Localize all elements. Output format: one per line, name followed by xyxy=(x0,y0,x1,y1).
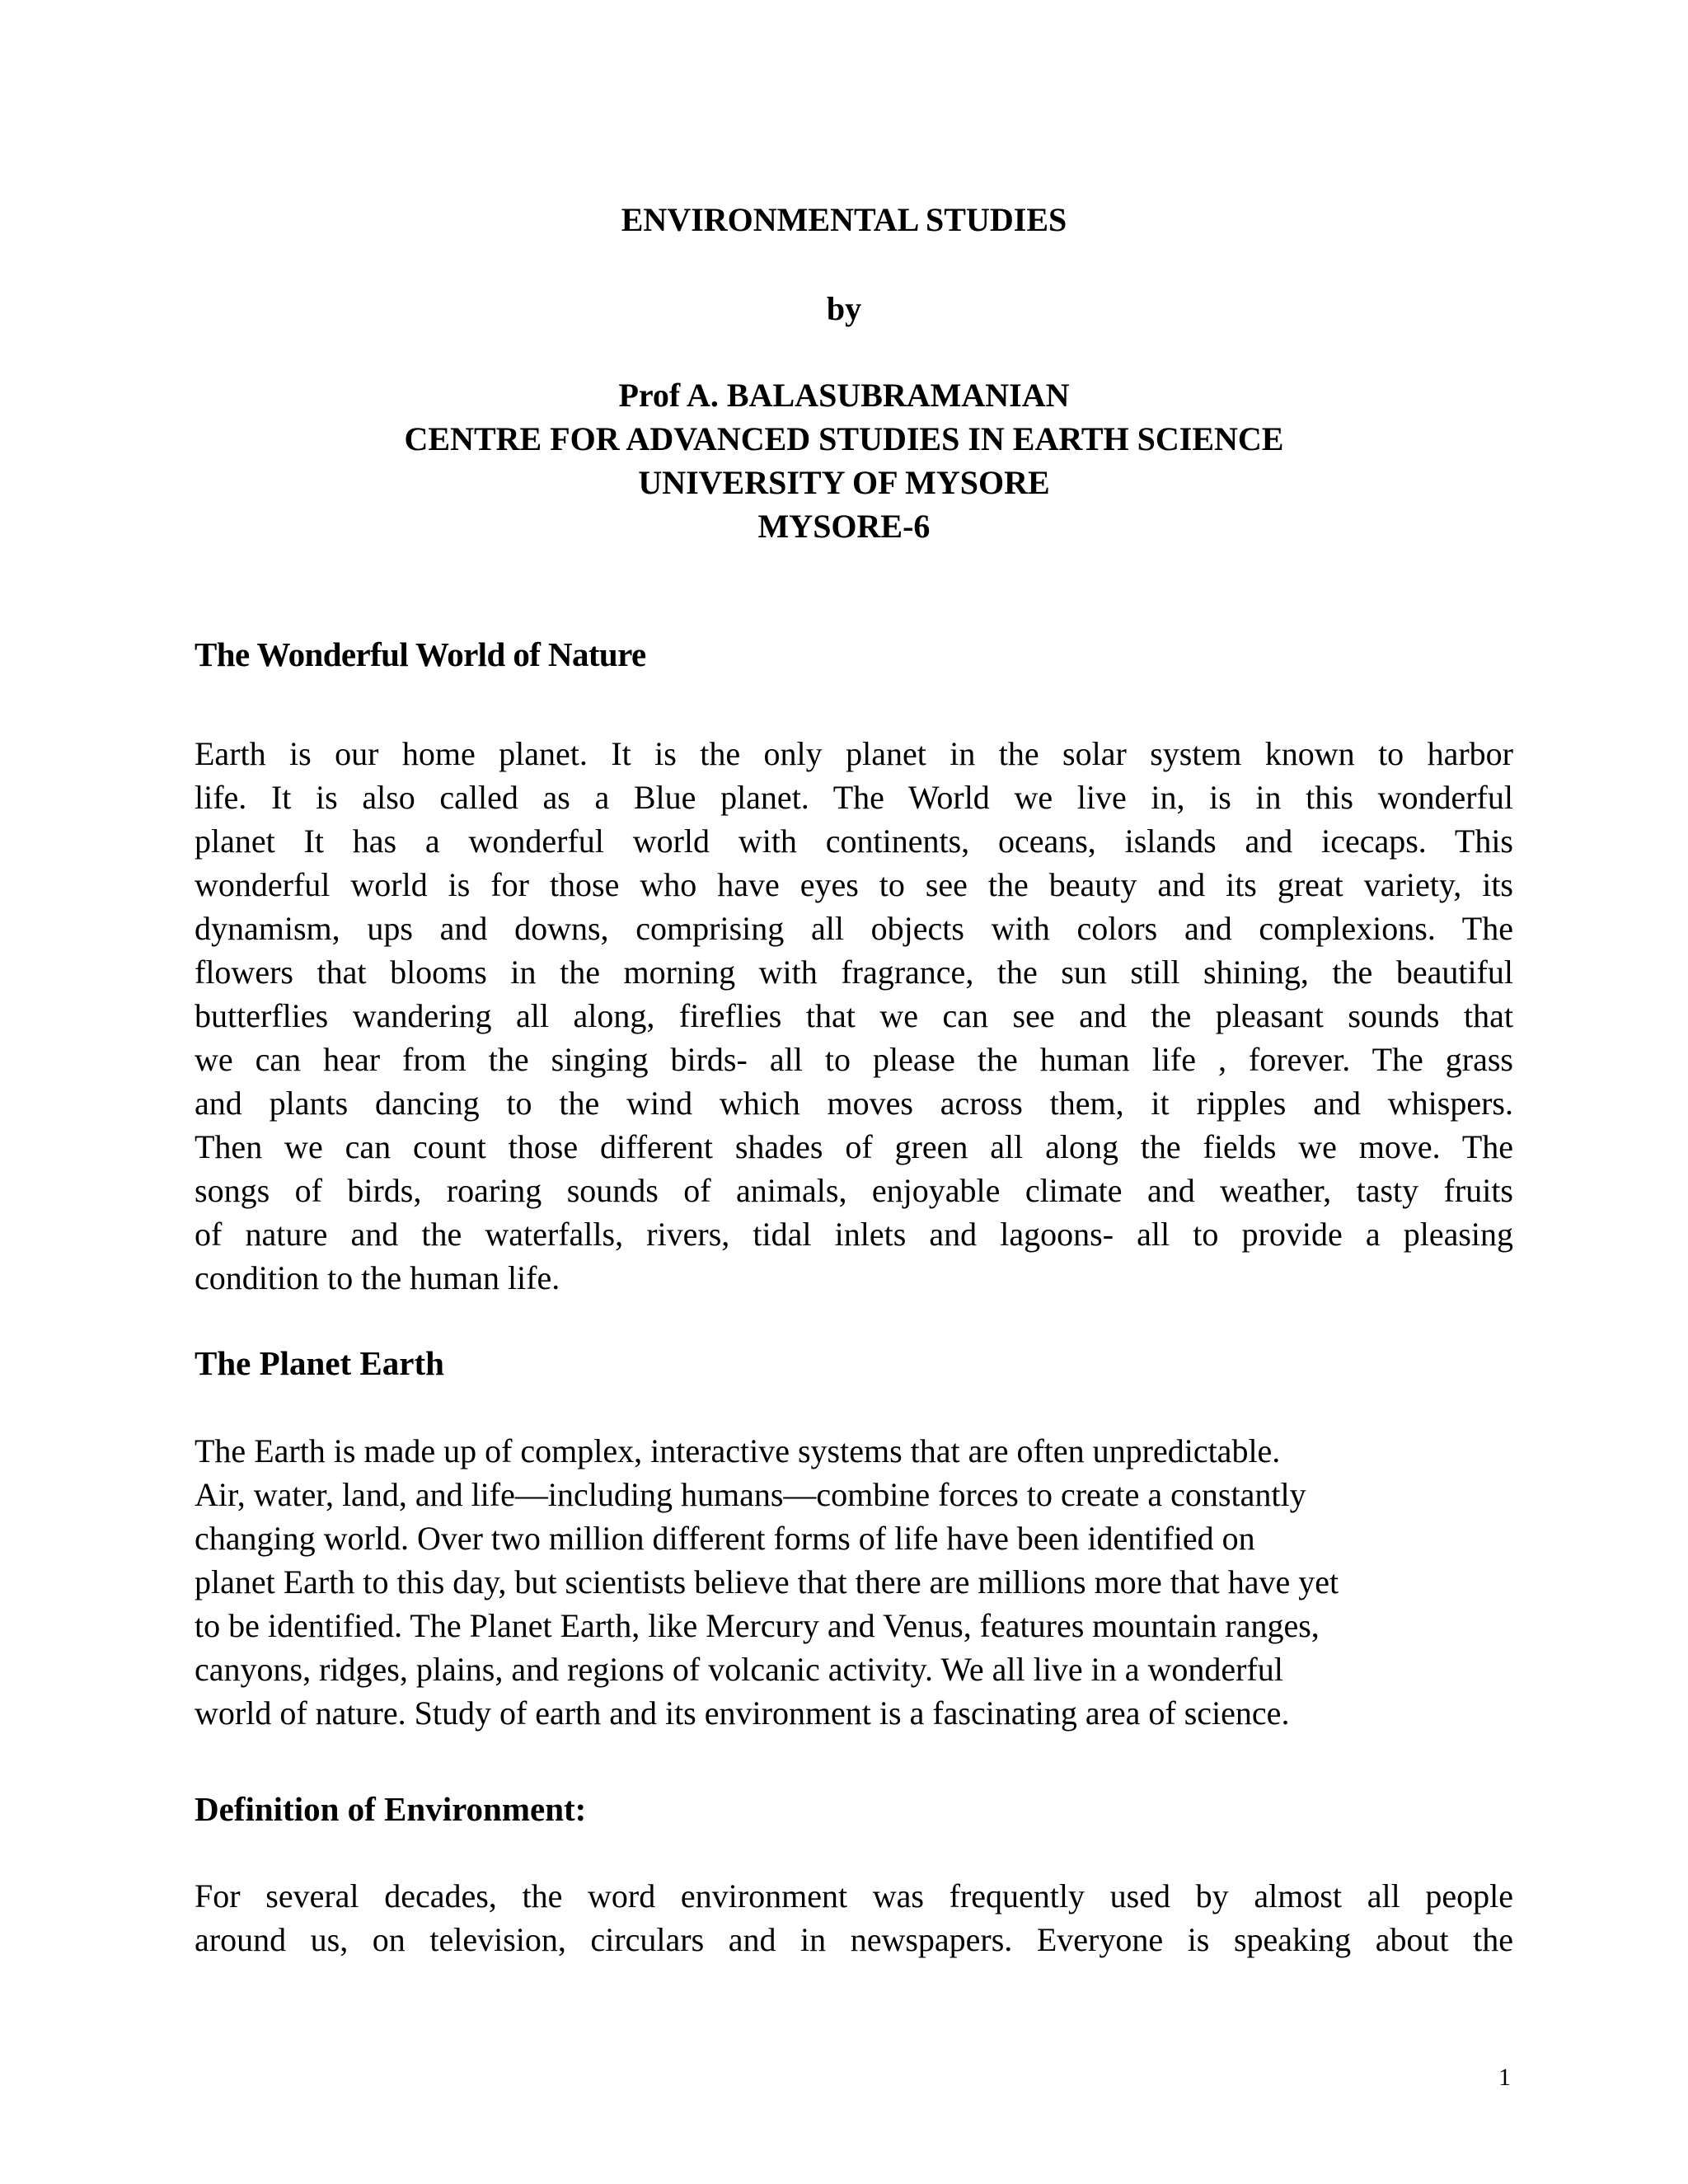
author-block xyxy=(0,373,1688,548)
text-line: canyons, ridges, plains, and regions of volcanic activity. We all live in a wonderful xyxy=(195,1651,1283,1688)
text-line: dynamism, ups and downs, comprising all objects with colors and complexions. The xyxy=(195,910,1513,947)
affiliation-city: MYSORE-6 xyxy=(757,508,931,545)
by-line: by xyxy=(826,290,862,327)
text-line: Earth is our home planet. It is the only planet in the solar system known to harbor xyxy=(195,735,1513,772)
text-line: world of nature. Study of earth and its environment is a fascinating area of science. xyxy=(195,1694,1290,1732)
text-line: planet It has a wonderful world with continents, oceans, islands and icecaps. This xyxy=(195,823,1513,860)
text-line: songs of birds, roaring sounds of animals, enjoyable climate and weather, tasty fruits xyxy=(195,1172,1513,1209)
text-line: to be identified. The Planet Earth, like Mercury and Venus, features mountain ranges, xyxy=(195,1607,1320,1644)
text-line: changing world. Over two million different forms of life have been identified on xyxy=(195,1520,1255,1557)
paragraph-planet-earth xyxy=(195,1429,1513,1735)
text-line: For several decades, the word environment was frequently used by almost all people xyxy=(195,1877,1513,1915)
text-line: planet Earth to this day, but scientists believe that there are millions more that have yet xyxy=(195,1563,1339,1601)
document-title: ENVIRONMENTAL STUDIES xyxy=(621,201,1067,238)
affiliation-centre: CENTRE FOR ADVANCED STUDIES IN EARTH SCIENCE xyxy=(404,420,1284,457)
paragraph-definition xyxy=(195,1874,1513,1961)
text-line: around us, on television, circulars and in newspapers. Everyone is speaking about the xyxy=(195,1921,1513,1958)
text-line: Then we can count those different shades of green all along the fields we move. The xyxy=(195,1128,1513,1165)
text-line: wonderful world is for those who have eyes to see the beauty and its great variety, its xyxy=(195,866,1513,903)
page-number: 1 xyxy=(1498,2064,1511,2091)
text-line: flowers that blooms in the morning with fragrance, the sun still shining, the beautiful xyxy=(195,954,1513,991)
text-line: of nature and the waterfalls, rivers, tidal inlets and lagoons- all to provide a pleasing xyxy=(195,1216,1513,1253)
text-line: we can hear from the singing birds- all to please the human life , forever. The grass xyxy=(195,1041,1513,1078)
affiliation-university: UNIVERSITY OF MYSORE xyxy=(638,464,1050,501)
author-name: Prof A. BALASUBRAMANIAN xyxy=(618,377,1070,414)
text-line: and plants dancing to the wind which moves across them, it ripples and whispers. xyxy=(195,1085,1513,1122)
text-line: Air, water, land, and life—including humans—combine forces to create a constantly xyxy=(195,1476,1306,1513)
paragraph-wonderful-world xyxy=(195,732,1513,1300)
text-line: butterflies wandering all along, fireflies that we can see and the pleasant sounds that xyxy=(195,997,1513,1034)
section-heading-planet-earth: The Planet Earth xyxy=(195,1344,444,1382)
text-line: The Earth is made up of complex, interactive systems that are often unpredictable. xyxy=(195,1432,1281,1469)
section-heading-definition: Definition of Environment: xyxy=(195,1790,587,1828)
text-line: life. It is also called as a Blue planet. The World we live in, is in this wonderful xyxy=(195,779,1513,816)
section-heading-wonderful-world: The Wonderful World of Nature xyxy=(195,635,646,673)
text-line: condition to the human life. xyxy=(195,1259,560,1296)
